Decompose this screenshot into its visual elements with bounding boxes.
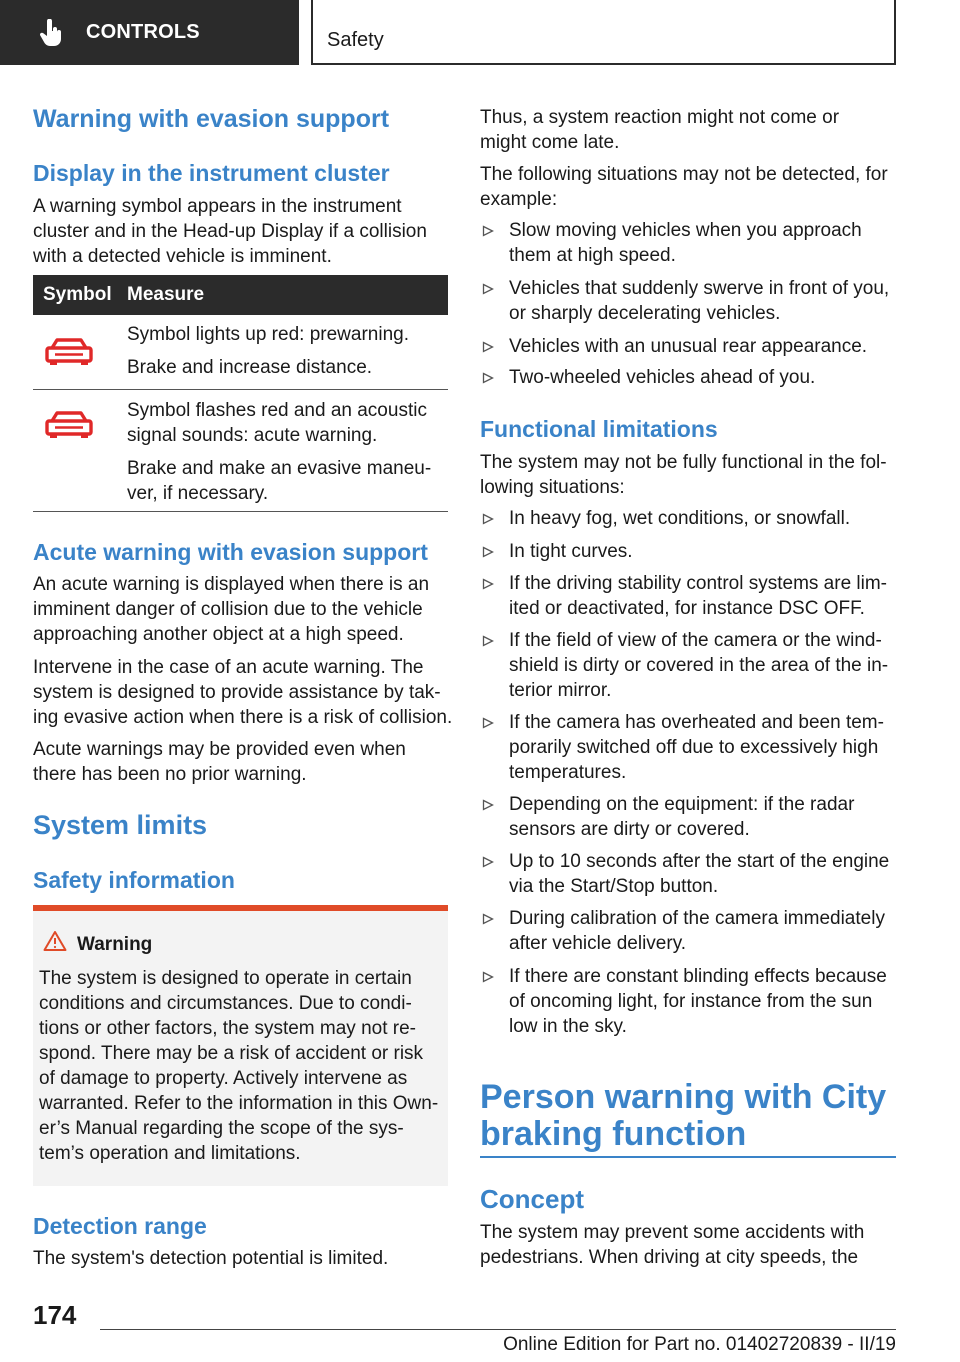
- heading-detection-range: Detection range: [33, 1213, 207, 1239]
- list-item: [509, 334, 867, 359]
- text-line: cluster and in the Head-up Display if a collision: [33, 221, 427, 242]
- text-line: with a detected vehicle is imminent.: [33, 246, 332, 267]
- header-chapter-label: Safety: [327, 29, 384, 51]
- triangle-bullet-icon: [482, 912, 494, 928]
- warning-text: [39, 966, 438, 1166]
- text-line: tions or other factors, the system may not re-: [39, 1018, 416, 1039]
- paragraph-functional: [480, 450, 887, 500]
- text-line: If there are constant blinding effects because: [509, 966, 887, 987]
- car-warning-icon: [44, 410, 94, 440]
- text-line: During calibration of the camera immediately: [509, 908, 885, 929]
- text-line: If the field of view of the camera or the wind-: [509, 630, 882, 651]
- column-header-symbol: Symbol: [43, 284, 112, 305]
- text-line: porarily switched off due to excessively high: [509, 737, 879, 758]
- triangle-bullet-icon: [482, 798, 494, 814]
- heading-acute-warning: Acute warning with evasion support: [33, 539, 428, 565]
- triangle-bullet-icon: [482, 340, 494, 356]
- page-number: 174: [33, 1300, 77, 1330]
- text-line: imminent danger of collision due to the vehicle: [33, 599, 423, 620]
- text-line: Acute warnings may be provided even when: [33, 739, 406, 760]
- text-line: might come late.: [480, 132, 620, 153]
- paragraph-acute-2: [33, 655, 452, 730]
- heading-display-cluster: Display in the instrument cluster: [33, 160, 390, 186]
- paragraph-intro-2: [480, 162, 888, 212]
- text-line: Intervene in the case of an acute warning. The: [33, 657, 424, 678]
- text-line: low in the sky.: [509, 1016, 627, 1037]
- text-line: In heavy fog, wet conditions, or snowfall.: [509, 508, 851, 529]
- header-chapter-box: [311, 0, 896, 65]
- table-row-2-measure: [127, 398, 431, 506]
- list-item: [509, 849, 889, 899]
- text-line: after vehicle delivery.: [509, 933, 687, 954]
- paragraph-concept: [480, 1220, 864, 1270]
- hand-pointer-icon: [36, 18, 66, 48]
- list-item: [509, 628, 888, 703]
- text-line: example:: [480, 189, 558, 210]
- table-row-divider: [33, 389, 448, 390]
- text-line: signal sounds: acute warning.: [127, 425, 378, 446]
- header-section-label: CONTROLS: [86, 21, 200, 43]
- text-line: Vehicles that suddenly swerve in front of you,: [509, 278, 890, 299]
- list-item: [509, 906, 885, 956]
- text-line: Up to 10 seconds after the start of the engine: [509, 851, 890, 872]
- triangle-bullet-icon: [482, 371, 494, 387]
- paragraph-detection: The system's detection potential is limited.: [33, 1248, 389, 1269]
- text-line: ver, if necessary.: [127, 483, 269, 504]
- paragraph-acute-1: [33, 572, 429, 647]
- warning-triangle-icon: [43, 930, 67, 952]
- triangle-bullet-icon: [482, 716, 494, 732]
- heading-line: Person warning with City: [480, 1078, 887, 1116]
- triangle-bullet-icon: [482, 577, 494, 593]
- triangle-bullet-icon: [482, 512, 494, 528]
- text-line: or sharply decelerating vehicles.: [509, 303, 781, 324]
- text-line: there has been no prior warning.: [33, 764, 307, 785]
- heading-person-warning: [480, 1079, 886, 1153]
- header-section-tab: [0, 0, 299, 65]
- table-row-1-measure: [127, 322, 409, 380]
- heading-warning-evasion: Warning with evasion support: [33, 105, 390, 133]
- text-line: Vehicles with an unusual rear appearance.: [509, 336, 868, 357]
- list-item: [509, 539, 633, 564]
- text-line: er’s Manual regarding the scope of the sys-: [39, 1118, 404, 1139]
- text-line: The system may prevent some accidents with: [480, 1222, 865, 1243]
- text-line: sensors are dirty or covered.: [509, 819, 750, 840]
- text-line: A warning symbol appears in the instrument: [33, 196, 402, 217]
- text-line: system is designed to provide assistance by tak-: [33, 682, 441, 703]
- paragraph-display: [33, 194, 427, 269]
- footer-rule: [100, 1329, 896, 1330]
- text-line: lowing situations:: [480, 477, 625, 498]
- text-line: terior mirror.: [509, 680, 612, 701]
- text-line: The following situations may not be detected, for: [480, 164, 888, 185]
- text-line: Thus, a system reaction might not come or: [480, 107, 840, 128]
- text-line: of oncoming light, for instance from the sun: [509, 991, 873, 1012]
- text-line: conditions and circumstances. Due to condi-: [39, 993, 412, 1014]
- list-item: [509, 276, 889, 326]
- warning-title: Warning: [77, 934, 153, 955]
- paragraph-intro-1: [480, 105, 839, 155]
- text-line: them at high speed.: [509, 245, 676, 266]
- list-item: [509, 792, 854, 842]
- list-item: [509, 710, 884, 785]
- heading-underline: [480, 1156, 896, 1158]
- text-line: If the driving stability control systems are lim-: [509, 573, 888, 594]
- list-item: [509, 218, 862, 268]
- text-line: shield is dirty or covered in the area of the in-: [509, 655, 889, 676]
- table-header: [33, 275, 448, 315]
- heading-line: braking function: [480, 1115, 747, 1153]
- text-line: Two-wheeled vehicles ahead of you.: [509, 367, 816, 388]
- text-line: Slow moving vehicles when you approach: [509, 220, 862, 241]
- text-line: The system may not be fully functional in the fol-: [480, 452, 887, 473]
- table-bottom-rule: [33, 511, 448, 512]
- triangle-bullet-icon: [482, 970, 494, 986]
- triangle-bullet-icon: [482, 634, 494, 650]
- text-line: via the Start/Stop button.: [509, 876, 719, 897]
- heading-system-limits: System limits: [33, 810, 208, 840]
- text-line: In tight curves.: [509, 541, 633, 562]
- text-line: Symbol lights up red: prewarning.: [127, 324, 409, 345]
- text-line: Brake and make an evasive maneu-: [127, 458, 432, 479]
- text-line: ing evasive action when there is a risk of collision.: [33, 707, 453, 728]
- text-line: An acute warning is displayed when there is an: [33, 574, 430, 595]
- text-line: tem’s operation and limitations.: [39, 1143, 301, 1164]
- text-line: approaching another object at a high speed.: [33, 624, 404, 645]
- text-line: warranted. Refer to the information in this Own-: [39, 1093, 439, 1114]
- list-item: [509, 571, 887, 621]
- text-line: If the camera has overheated and been tem-: [509, 712, 884, 733]
- paragraph-acute-3: [33, 737, 406, 787]
- heading-safety-information: Safety information: [33, 867, 235, 893]
- list-item: [509, 964, 887, 1039]
- text-line: Symbol flashes red and an acoustic: [127, 400, 427, 421]
- text-line: Depending on the equipment: if the radar: [509, 794, 855, 815]
- footer-edition: Online Edition for Part no. 01402720839 - II/19: [503, 1334, 896, 1355]
- text-line: ited or deactivated, for instance DSC OFF.: [509, 598, 865, 619]
- triangle-bullet-icon: [482, 224, 494, 240]
- text-line: temperatures.: [509, 762, 627, 783]
- text-line: Brake and increase distance.: [127, 357, 373, 378]
- heading-concept: Concept: [480, 1184, 584, 1214]
- text-line: The system is designed to operate in certain: [39, 968, 412, 989]
- text-line: pedestrians. When driving at city speeds, the: [480, 1247, 859, 1268]
- triangle-bullet-icon: [482, 282, 494, 298]
- triangle-bullet-icon: [482, 545, 494, 561]
- triangle-bullet-icon: [482, 855, 494, 871]
- text-line: spond. There may be a risk of accident or risk: [39, 1043, 424, 1064]
- list-item: [509, 365, 815, 390]
- list-item: [509, 506, 850, 531]
- column-header-measure: Measure: [127, 284, 205, 305]
- heading-functional-limitations: Functional limitations: [480, 416, 718, 442]
- text-line: of damage to property. Actively intervene as: [39, 1068, 408, 1089]
- car-warning-icon: [44, 337, 94, 367]
